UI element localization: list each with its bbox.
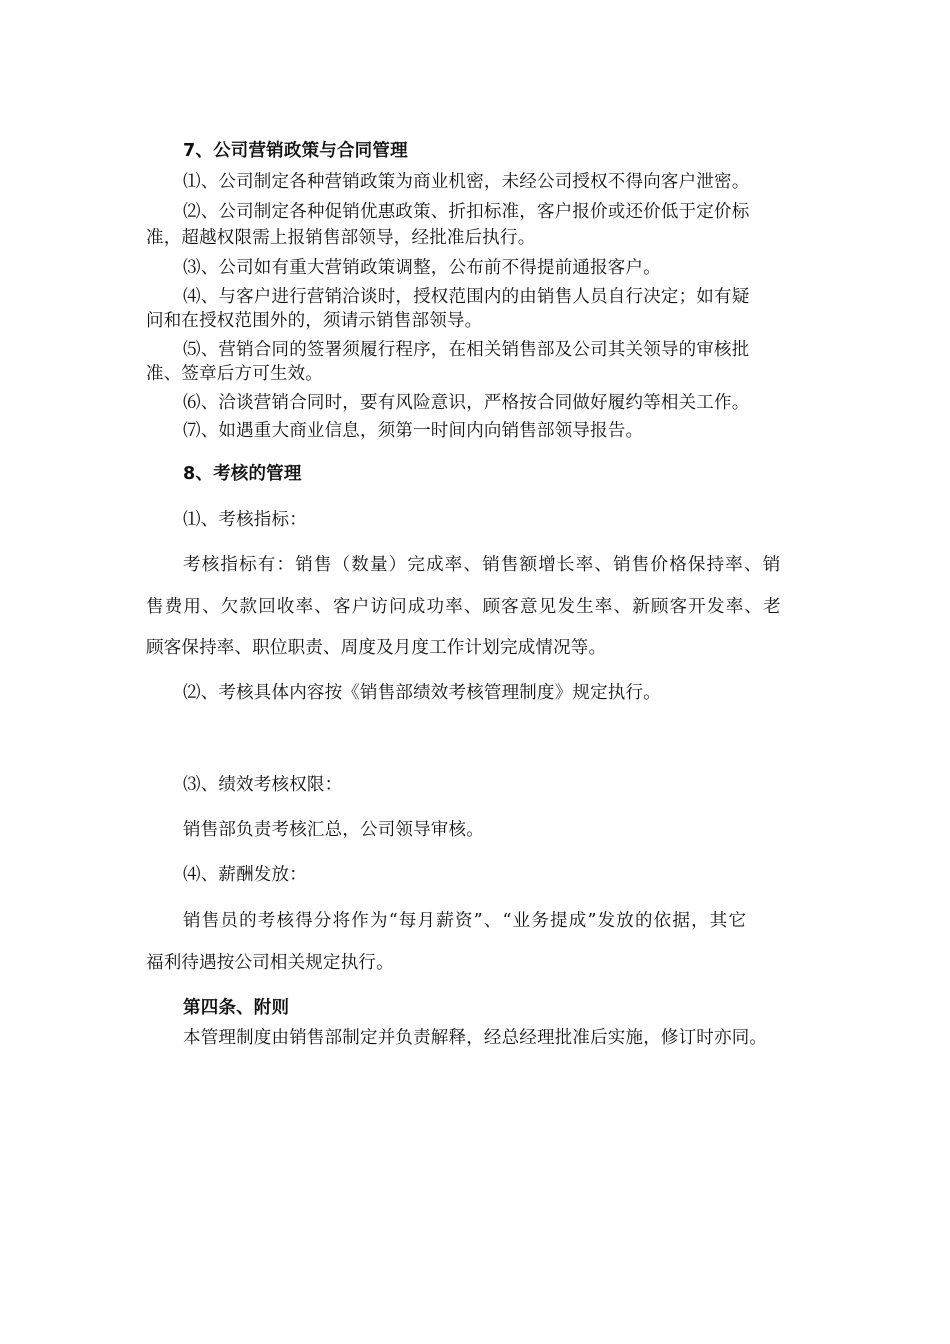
section8-item1-label: ⑴、考核指标： xyxy=(183,510,307,530)
section7-item4-line2: 问和在授权范围外的，须请示销售部领导。 xyxy=(146,311,483,331)
section8-item1-text-line3: 顾客保持率、职位职责、周度及月度工作计划完成情况等。 xyxy=(146,638,607,658)
section7-item2-line1: ⑵、公司制定各种促销优惠政策、折扣标准，客户报价或还价低于定价标 xyxy=(183,202,750,222)
article4-heading: 第四条、附则 xyxy=(183,998,290,1018)
section7-heading: 7、公司营销政策与合同管理 xyxy=(183,141,408,161)
section8-item3-text: 销售部负责考核汇总，公司领导审核。 xyxy=(183,820,484,840)
section8-item1-text-line1: 考核指标有：销售（数量）完成率、销售额增长率、销售价格保持率、销 xyxy=(183,555,782,575)
section8-item1-text-line2: 售费用、欠款回收率、客户访问成功率、顾客意见发生率、新顾客开发率、老 xyxy=(146,597,782,617)
section7-item7: ⑺、如遇重大商业信息，须第一时间内向销售部领导报告。 xyxy=(183,421,644,441)
section8-item2: ⑵、考核具体内容按《销售部绩效考核管理制度》规定执行。 xyxy=(183,683,661,703)
section8-item4-label: ⑷、薪酬发放： xyxy=(183,865,307,885)
section8-item4-text-line1: 销售员的考核得分将作为“每月薪资”、“业务提成”发放的依据，其它 xyxy=(183,911,748,931)
section7-item3: ⑶、公司如有重大营销政策调整，公布前不得提前通报客户。 xyxy=(183,258,661,278)
section8-item4-text-line2: 福利待遇按公司相关规定执行。 xyxy=(146,953,394,973)
article4-text: 本管理制度由销售部制定并负责解释，经总经理批准后实施，修订时亦同。 xyxy=(183,1028,768,1048)
section7-item5-line2: 准、签章后方可生效。 xyxy=(146,364,323,384)
section8-heading: 8、考核的管理 xyxy=(183,464,302,484)
section7-item6: ⑹、洽谈营销合同时，要有风险意识，严格按合同做好履约等相关工作。 xyxy=(183,393,750,413)
section7-item1: ⑴、公司制定各种营销政策为商业机密，未经公司授权不得向客户泄密。 xyxy=(183,172,750,192)
section7-item2-line2: 准，超越权限需上报销售部领导，经批准后执行。 xyxy=(146,228,536,248)
section8-item3-label: ⑶、绩效考核权限： xyxy=(183,775,343,795)
section7-item5-line1: ⑸、营销合同的签署须履行程序，在相关销售部及公司其关领导的审核批 xyxy=(183,340,750,360)
section7-item4-line1: ⑷、与客户进行营销洽谈时，授权范围内的由销售人员自行决定；如有疑 xyxy=(183,287,750,307)
